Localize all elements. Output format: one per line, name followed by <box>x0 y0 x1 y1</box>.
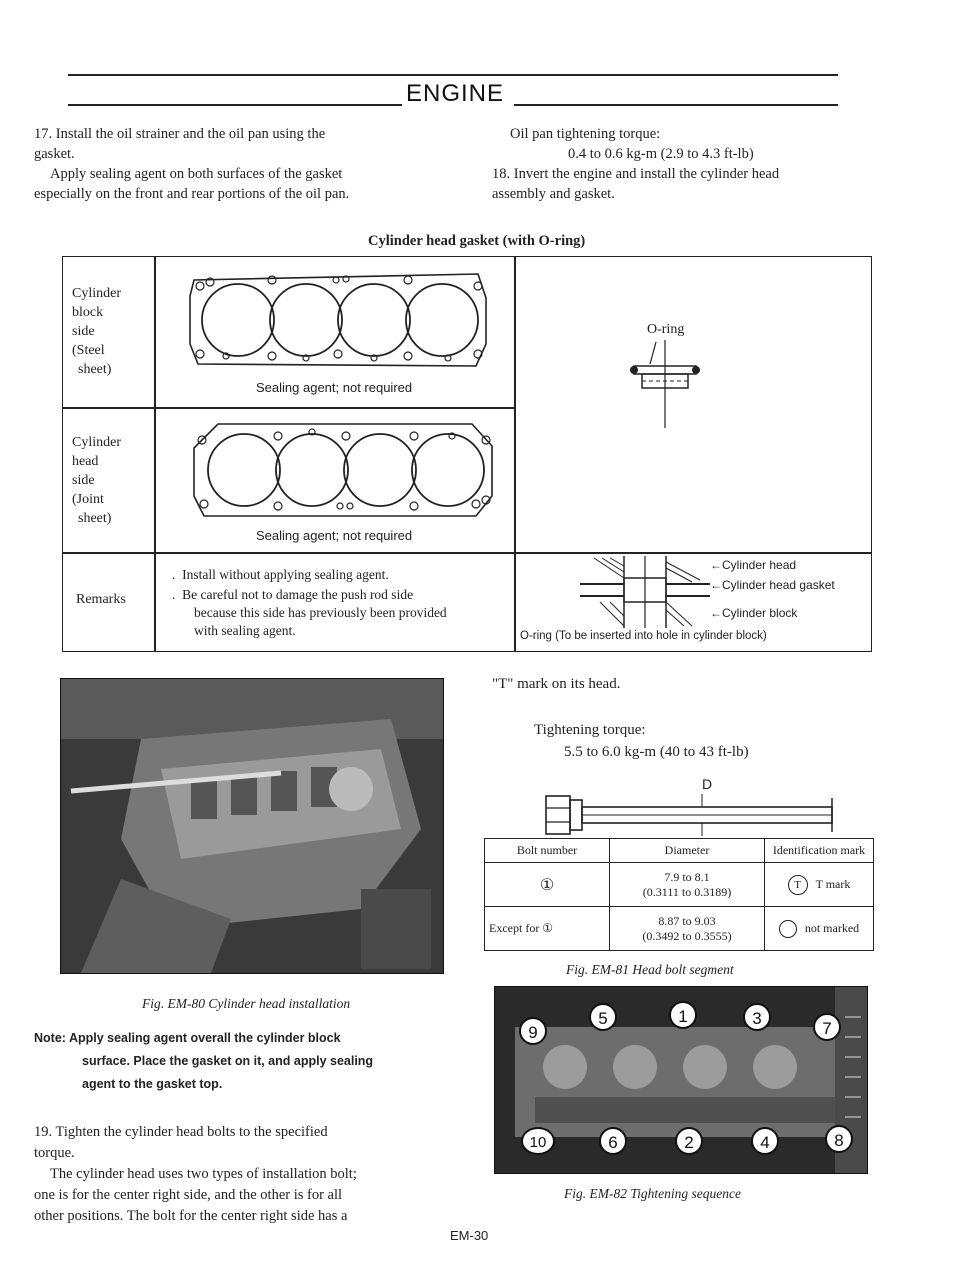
row1-label-l2: block <box>72 305 104 320</box>
oring-drawing <box>620 338 710 430</box>
bolt-table-r1c3-text: T mark <box>815 876 851 891</box>
row1-label-l1: Cylinder <box>72 286 121 301</box>
bolt-table <box>484 838 874 951</box>
bolt-table-r2c2-inch: (0.3492 to 0.3555) <box>642 928 732 943</box>
gasket-table-col2 <box>514 256 516 652</box>
row2-label-l1: Cylinder <box>72 435 121 450</box>
oring-caption: O-ring (To be inserted into hole in cylinder block) <box>520 630 767 642</box>
note-block <box>34 1027 464 1096</box>
bolt-table-r2c2 <box>610 907 765 951</box>
remark-2-cont2: with sealing agent. <box>194 623 296 638</box>
bolt-seq-3: 3 <box>743 1003 771 1031</box>
row2-label-l4: (Joint <box>72 492 104 507</box>
bolt-table-r1c2-metric: 7.9 to 8.1 <box>664 869 710 884</box>
bolt-table-h1: Bolt number <box>485 839 610 863</box>
step18-line2: assembly and gasket. <box>492 186 615 202</box>
remark-2: . Be careful not to damage the push rod side <box>172 587 414 602</box>
tightening-torque-label: Tightening torque: <box>534 722 646 738</box>
note-line3: agent to the gasket top. <box>82 1077 223 1091</box>
bolt-seq-6: 6 <box>599 1127 627 1155</box>
row1-label <box>72 284 121 379</box>
gasket-table-row1 <box>62 407 516 409</box>
step19-line4: one is for the center right side, and the other is for all <box>34 1187 343 1203</box>
bolt-table-r2c2-metric: 8.87 to 9.03 <box>658 913 716 928</box>
cylinder-head-installation-photo <box>60 678 444 974</box>
step18-block <box>492 124 892 204</box>
row1-label-l4: (Steel <box>72 343 105 358</box>
t-mark-icon: T <box>788 875 808 895</box>
bolt-table-r1c2-inch: (0.3111 to 0.3189) <box>642 884 732 899</box>
tightening-torque-value: 5.5 to 6.0 kg-m (40 to 43 ft-lb) <box>564 744 749 760</box>
gasket-table-row2 <box>62 552 872 554</box>
bolt-table-r1c1: ① <box>485 863 610 907</box>
row1-note: Sealing agent; not required <box>256 380 413 395</box>
row1-label-l5: sheet) <box>78 362 112 377</box>
fig81-caption: Fig. EM-81 Head bolt segment <box>566 962 734 977</box>
row2-label-l5: sheet) <box>78 511 112 526</box>
bolt-seq-1: 1 <box>669 1001 697 1029</box>
row2-label-l2: head <box>72 454 99 469</box>
header-rule-top <box>68 74 838 76</box>
step17-line3: Apply sealing agent on both surfaces of the gasket <box>50 166 343 182</box>
gasket-head-side-drawing <box>190 418 500 522</box>
step19-line5: other positions. The bolt for the center right side has a <box>34 1208 348 1224</box>
bolt-table-r2c1: Except for ① <box>485 907 610 951</box>
row2-note: Sealing agent; not required <box>256 528 413 543</box>
bolt-table-r2c3-text: not marked <box>804 920 860 935</box>
gasket-table-col1 <box>154 256 156 652</box>
row1-label-l3: side <box>72 324 95 339</box>
step17-block <box>34 124 454 204</box>
gasket-block-side-drawing <box>186 268 496 372</box>
bolt-seq-8: 8 <box>825 1125 853 1153</box>
callout-cylinder-head-text: Cylinder head <box>722 558 797 572</box>
step19-line1: 19. Tighten the cylinder head bolts to the specified <box>34 1124 328 1140</box>
callout-cylinder-block: ←Cylinder block <box>710 606 798 620</box>
bolt-table-h3: Identification mark <box>765 839 874 863</box>
oring-label: O-ring <box>647 322 685 337</box>
row2-label-l3: side <box>72 473 95 488</box>
remark-1-text: Install without applying sealing agent. <box>182 567 389 582</box>
no-mark-icon <box>779 920 797 938</box>
bolt-table-h2: Diameter <box>610 839 765 863</box>
bolt-seq-4: 4 <box>751 1127 779 1155</box>
step17-line4: especially on the front and rear portions of the oil pan. <box>34 186 350 202</box>
remark-2-text: Be careful not to damage the push rod side <box>182 587 414 602</box>
callout-cylinder-head: ←Cylinder head <box>710 558 797 572</box>
step19-line2: torque. <box>34 1145 75 1161</box>
oring-section-drawing <box>580 556 710 628</box>
step17-line1: 17. Install the oil strainer and the oil pan using the <box>34 126 326 142</box>
bolt-seq-9: 9 <box>519 1017 547 1045</box>
bolt-d-label: D <box>702 776 713 792</box>
bolt-seq-2: 2 <box>675 1127 703 1155</box>
step19-line3: The cylinder head uses two types of installation bolt; <box>50 1166 357 1182</box>
oil-pan-torque-value: 0.4 to 0.6 kg-m (2.9 to 4.3 ft-lb) <box>568 146 754 162</box>
note-line2: surface. Place the gasket on it, and apply sealing <box>82 1054 374 1068</box>
remark-1: . Install without applying sealing agent. <box>172 567 389 582</box>
bolt-table-r1c2 <box>610 863 765 907</box>
bolt-seq-7: 7 <box>813 1013 841 1041</box>
note-line1: Note: Apply sealing agent overall the cylinder block <box>34 1031 341 1045</box>
remarks-block <box>172 566 512 640</box>
page-number: EM-30 <box>450 1228 489 1243</box>
head-bolt-drawing <box>540 790 870 840</box>
page-title: ENGINE <box>406 80 505 107</box>
bolt-seq-5: 5 <box>589 1003 617 1031</box>
fig82-caption: Fig. EM-82 Tightening sequence <box>564 1186 741 1201</box>
oil-pan-torque-label: Oil pan tightening torque: <box>510 126 661 142</box>
step18-line1: 18. Invert the engine and install the cylinder head <box>492 166 780 182</box>
row3-label: Remarks <box>76 592 126 607</box>
gasket-table-title: Cylinder head gasket (with O-ring) <box>368 233 586 249</box>
t-mark-text: "T" mark on its head. <box>492 676 621 692</box>
header-rule-right <box>514 104 838 106</box>
row2-label <box>72 433 121 528</box>
fig80-caption: Fig. EM-80 Cylinder head installation <box>142 996 351 1011</box>
step17-line2: gasket. <box>34 146 75 162</box>
tightening-sequence-photo <box>494 986 868 1174</box>
bolt-seq-10: 10 <box>521 1127 555 1155</box>
bolt-table-r1c3 <box>765 863 874 907</box>
callout-gasket: ←Cylinder head gasket <box>710 578 835 592</box>
callout-gasket-text: Cylinder head gasket <box>722 578 835 592</box>
remark-2-cont1: because this side has previously been provided <box>194 605 447 620</box>
header-rule-left <box>68 104 402 106</box>
callout-cylinder-block-text: Cylinder block <box>722 606 798 620</box>
bolt-table-r2c3 <box>765 907 874 951</box>
step19-block <box>34 1122 464 1227</box>
